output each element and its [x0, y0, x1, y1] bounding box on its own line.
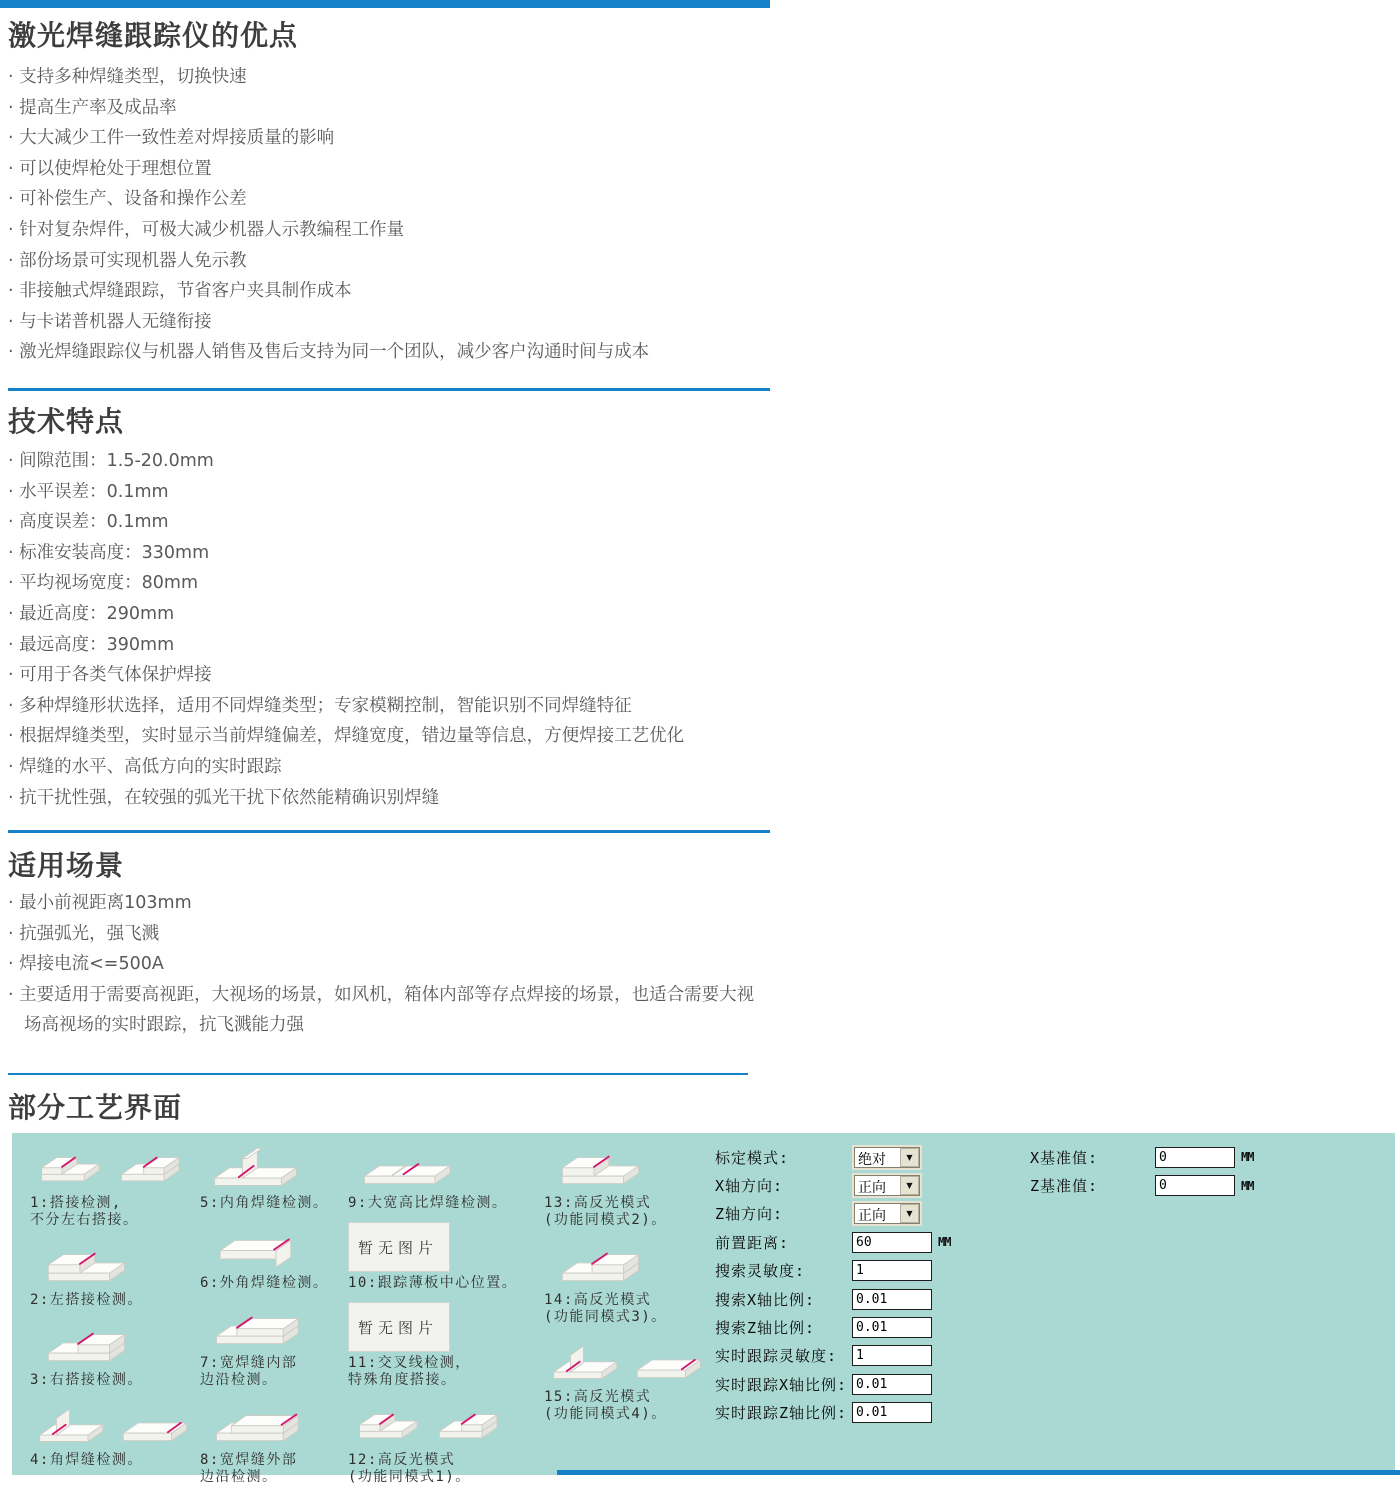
bullet-item: · 抗强弧光，强飞溅 — [8, 919, 764, 950]
tracking-x-scale-label: 实时跟踪X轴比例: — [715, 1375, 848, 1394]
calibration-mode-value: 绝对 — [858, 1151, 886, 1168]
bullet-item: · 抗干扰性强，在较强的弧光干扰下依然能精确识别焊缝 — [8, 783, 764, 814]
weld-mode-caption: 6:外角焊缝检测。 — [200, 1275, 329, 1291]
lead-distance-label: 前置距离: — [715, 1233, 790, 1252]
bullet-item: · 与卡诺普机器人无缝衔接 — [8, 307, 764, 338]
x-axis-direction-value: 正向 — [858, 1180, 886, 1197]
weld-mode-caption: 9:大宽高比焊缝检测。 — [348, 1195, 508, 1211]
bullet-item: · 支持多种焊缝类型，切换快速 — [8, 62, 764, 93]
dropdown-arrow-icon[interactable]: ▼ — [900, 1204, 919, 1223]
tracking-sensitivity-input[interactable] — [852, 1345, 932, 1366]
weld-mode-grid — [30, 1139, 714, 1493]
section-title-advantages: 激光焊缝跟踪仪的优点 — [8, 19, 299, 52]
bullet-item: · 间隙范围：1.5-20.0mm — [8, 446, 764, 477]
weld-mode-item — [348, 1299, 544, 1389]
no-image-placeholder: 暂无图片 — [348, 1222, 450, 1272]
tracking-z-scale-label: 实时跟踪Z轴比例: — [715, 1404, 848, 1423]
lap-double-weld-icon — [348, 1396, 516, 1448]
groove-weld-icon — [348, 1139, 498, 1191]
bullet-item: · 焊接电流<=500A — [8, 949, 764, 980]
calibration-mode-select[interactable] — [852, 1145, 922, 1170]
bullet-item: · 针对复杂焊件，可极大减少机器人示教编程工作量 — [8, 215, 764, 246]
weld-mode-caption: 4:角焊缝检测。 — [30, 1452, 143, 1468]
lead-distance-row — [715, 1228, 950, 1256]
lap-right-weld-icon — [30, 1316, 180, 1368]
weld-mode-caption: 8:宽焊缝外部 边沿检测。 — [200, 1452, 298, 1485]
tee-weld-icon — [200, 1139, 350, 1191]
process-ui-panel — [12, 1133, 1395, 1485]
tracking-sensitivity-row — [715, 1342, 950, 1370]
unit-label: MM — [938, 1235, 951, 1250]
search-z-scale-input[interactable] — [852, 1317, 932, 1338]
search-x-scale-row — [715, 1285, 950, 1313]
tracking-z-scale-row — [715, 1399, 950, 1427]
search-sensitivity-label: 搜索灵敏度: — [715, 1262, 806, 1281]
bullet-item: · 多种焊缝形状选择，适用不同焊缝类型；专家模糊控制，智能识别不同焊缝特征 — [8, 691, 764, 722]
tracking-sensitivity-label: 实时跟踪灵敏度: — [715, 1347, 838, 1366]
search-z-scale-label: 搜索Z轴比例: — [715, 1319, 816, 1338]
weld-mode-item — [200, 1139, 348, 1212]
bullet-item: · 非接触式焊缝跟踪，节省客户夹具制作成本 — [8, 276, 764, 307]
weld-mode-item — [30, 1396, 200, 1469]
z-reference-label: Z基准值: — [1030, 1177, 1099, 1196]
section-title-process-ui: 部分工艺界面 — [8, 1091, 183, 1124]
lap-left-weld-icon — [544, 1139, 694, 1191]
tracking-z-scale-input[interactable] — [852, 1402, 932, 1423]
unit-label: MM — [1241, 1178, 1254, 1193]
z-axis-direction-value: 正向 — [858, 1208, 886, 1225]
bullet-item: · 高度误差：0.1mm — [8, 507, 764, 538]
weld-mode-item — [200, 1299, 348, 1389]
weld-mode-item — [200, 1219, 348, 1292]
bullet-item: · 激光焊缝跟踪仪与机器人销售及售后支持为同一个团队，减少客户沟通时间与成本 — [8, 337, 764, 368]
weld-mode-item — [544, 1139, 714, 1229]
lap-double-weld-icon — [30, 1139, 198, 1191]
bullet-item: · 可用于各类气体保护焊接 — [8, 660, 764, 691]
tech-features-list — [8, 446, 764, 813]
search-sensitivity-row — [715, 1257, 950, 1285]
section-divider — [8, 388, 770, 391]
weld-mode-item — [30, 1316, 200, 1389]
calibration-mode-label: 标定模式: — [715, 1148, 790, 1167]
bullet-item: · 提高生产率及成品率 — [8, 93, 764, 124]
dropdown-arrow-icon[interactable]: ▼ — [900, 1148, 919, 1167]
weld-mode-caption: 2:左搭接检测。 — [30, 1292, 143, 1308]
wide-inner-weld-icon — [200, 1299, 350, 1351]
bullet-item: · 大大减少工件一致性差对焊接质量的影响 — [8, 123, 764, 154]
tracking-x-scale-row — [715, 1370, 950, 1398]
process-form-left — [715, 1143, 950, 1427]
x-reference-row — [1030, 1143, 1253, 1171]
weld-mode-caption: 15:高反光模式 (功能同模式4)。 — [544, 1389, 667, 1422]
lead-distance-input[interactable] — [852, 1232, 932, 1253]
weld-mode-column — [30, 1139, 200, 1493]
process-form-right — [1030, 1143, 1253, 1200]
weld-mode-item — [30, 1236, 200, 1309]
search-sensitivity-input[interactable] — [852, 1260, 932, 1281]
section-title-tech-features: 技术特点 — [8, 405, 125, 438]
bullet-item: · 部份场景可实现机器人免示教 — [8, 246, 764, 277]
search-x-scale-input[interactable] — [852, 1289, 932, 1310]
x-axis-direction-label: X轴方向: — [715, 1177, 784, 1196]
weld-mode-caption: 13:高反光模式 (功能同模式2)。 — [544, 1195, 667, 1228]
bullet-item: · 主要适用于需要高视距，大视场的场景，如风机，箱体内部等存点焊接的场景，也适合需要大视场高视场的实时跟踪，抗飞溅能力强 — [8, 980, 764, 1041]
dropdown-arrow-icon[interactable]: ▼ — [900, 1176, 919, 1195]
lap-right-weld-icon — [544, 1236, 694, 1288]
bullet-item: · 可补偿生产、设备和操作公差 — [8, 184, 764, 215]
weld-mode-item — [348, 1139, 544, 1212]
bullet-item: · 焊缝的水平、高低方向的实时跟踪 — [8, 752, 764, 783]
weld-mode-item — [348, 1219, 544, 1292]
weld-mode-item — [200, 1396, 348, 1486]
wide-outer-weld-icon — [200, 1396, 350, 1448]
weld-mode-item — [348, 1396, 544, 1486]
section-title-scenarios: 适用场景 — [8, 849, 125, 882]
bullet-item: · 水平误差：0.1mm — [8, 477, 764, 508]
weld-mode-caption: 10:跟踪薄板中心位置。 — [348, 1275, 518, 1291]
search-x-scale-label: 搜索X轴比例: — [715, 1290, 816, 1309]
no-image-placeholder: 暂无图片 — [348, 1302, 450, 1352]
tracking-x-scale-input[interactable] — [852, 1374, 932, 1395]
tee-plate-weld-icon — [544, 1333, 712, 1385]
scenarios-list — [8, 888, 764, 1041]
bullet-item: · 可以使焊枪处于理想位置 — [8, 154, 764, 185]
z-axis-direction-label: Z轴方向: — [715, 1205, 784, 1224]
z-axis-direction-row — [715, 1200, 950, 1228]
section-divider — [8, 1073, 748, 1075]
search-z-scale-row — [715, 1313, 950, 1341]
weld-mode-caption: 3:右搭接检测。 — [30, 1372, 143, 1388]
weld-mode-column — [348, 1139, 544, 1493]
weld-mode-caption: 11:交叉线检测， 特殊角度搭接。 — [348, 1355, 471, 1388]
weld-mode-caption: 1:搭接检测, 不分左右搭接。 — [30, 1195, 139, 1228]
x-reference-label: X基准值: — [1030, 1148, 1099, 1167]
tee-plate-weld-icon — [30, 1396, 198, 1448]
bullet-item: · 最远高度：390mm — [8, 630, 764, 661]
calibration-mode-row — [715, 1143, 950, 1171]
x-axis-direction-row — [715, 1171, 950, 1199]
corner-outer-weld-icon — [200, 1219, 350, 1271]
weld-mode-column — [544, 1139, 714, 1493]
bottom-accent-bar — [557, 1470, 1400, 1475]
bullet-item: · 平均视场宽度：80mm — [8, 568, 764, 599]
top-accent-bar — [0, 0, 770, 8]
weld-mode-caption: 12:高反光模式 (功能同模式1)。 — [348, 1452, 471, 1485]
bullet-item: · 标准安装高度：330mm — [8, 538, 764, 569]
bullet-item: · 最小前视距离103mm — [8, 888, 764, 919]
x-axis-direction-select[interactable] — [852, 1173, 922, 1198]
z-reference-input[interactable] — [1155, 1175, 1235, 1196]
weld-mode-caption: 5:内角焊缝检测。 — [200, 1195, 329, 1211]
z-axis-direction-select[interactable] — [852, 1201, 922, 1226]
x-reference-input[interactable] — [1155, 1147, 1235, 1168]
weld-mode-item — [544, 1333, 714, 1423]
section-divider — [8, 830, 770, 833]
z-reference-row — [1030, 1171, 1253, 1199]
bullet-item: · 根据焊缝类型，实时显示当前焊缝偏差，焊缝宽度，错边量等信息，方便焊接工艺优化 — [8, 721, 764, 752]
weld-mode-item — [30, 1139, 200, 1229]
weld-mode-item — [544, 1236, 714, 1326]
lap-left-weld-icon — [30, 1236, 180, 1288]
unit-label: MM — [1241, 1150, 1254, 1165]
bullet-item: · 最近高度：290mm — [8, 599, 764, 630]
weld-mode-caption: 7:宽焊缝内部 边沿检测。 — [200, 1355, 298, 1388]
weld-mode-column — [200, 1139, 348, 1493]
advantages-list — [8, 62, 764, 368]
weld-mode-caption: 14:高反光模式 (功能同模式3)。 — [544, 1292, 667, 1325]
